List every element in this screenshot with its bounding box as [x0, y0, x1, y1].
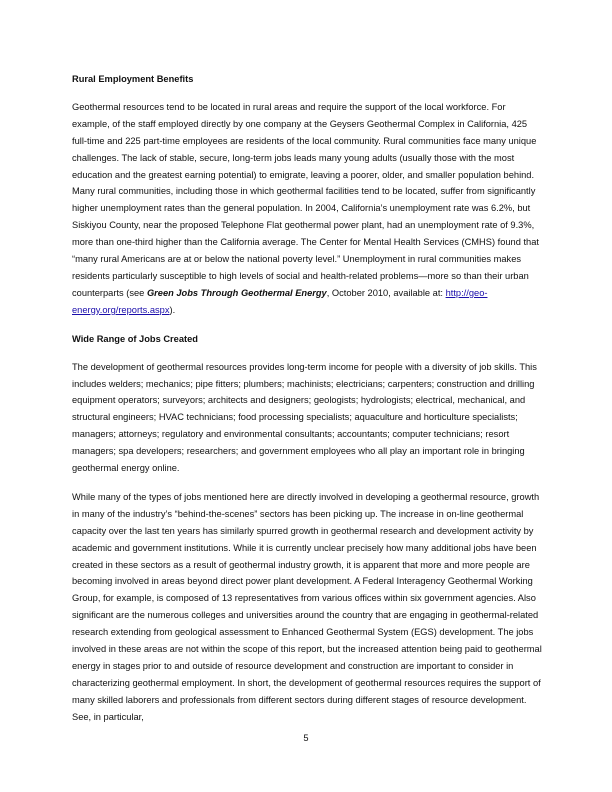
section-heading: Rural Employment Benefits — [72, 74, 194, 84]
paragraph-text: ). — [169, 304, 176, 315]
report-title-emphasis: Green Jobs Through Geothermal Energy — [146, 287, 327, 298]
paragraph-text: , October 2010, available at: — [326, 287, 446, 298]
section-wide-range-of-jobs — [72, 331, 542, 726]
document-page — [72, 71, 542, 738]
body-paragraph: The development of geothermal resources provides long-term income for people with a diversity of job skills. This includes welders; mechanics; pipe fitters; plumbers; machinists; electricians; carpenters; construction and drilling equipment operators; surveyors; architects and designers; geologists; hydrologists; electrical, mechanical, and structural engineers; HVAC technicians; food processing specialists; aquaculture and horticulture specialists; managers; attorneys; regulatory and environmental consultants; accountants; computer technicians; resort managers; spa developers; researchers; and government employees who all play an important role in bringing geothermal energy online. — [72, 361, 537, 474]
page-number: 5 — [303, 733, 309, 743]
body-paragraph — [72, 99, 542, 319]
section-rural-employment — [72, 71, 542, 319]
section-heading: Wide Range of Jobs Created — [72, 333, 198, 344]
reports-link[interactable]: http://geo-energy.org/reports.aspx — [72, 287, 488, 315]
paragraph-text: Geothermal resources tend to be located in rural areas and require the support of the local workforce. For example, of the staff employed directly by one company at the Geysers Geothermal Complex in California, 425 full-time and 225 part-time employees are residents of the local community. Rural communities face many unique challenges. The lack of stable, secure, long-term jobs leads many young adults (usually those with the most education and the greatest earning potential) to emigrate, leaving a poorer, older, and smaller population behind. Many rural communities, including those in which geothermal facilities tend to be located, suffer from significantly higher unemployment rates than the general population. In 2004, California’s unemployment rate was 6.2%, but Siskiyou County, near the proposed Telephone Flat geothermal power plant, had an unemployment rate of 9.3%, more than one-third higher than the California average. The Center for Mental Health Services (CMHS) found that “many rural Americans are at or below the national poverty level.” Unemployment in rural communities makes residents particularly susceptible to high levels of social and health-related problems—more so than their urban counterparts (see — [72, 101, 539, 298]
body-paragraph: While many of the types of jobs mentioned here are directly involved in developing a geothermal resource, growth in many of the industry’s “behind-the-scenes” sectors has been picking up. The increase in on-line geothermal capacity over the last ten years has similarly spurred growth in geothermal research and development activity by academic and government institutions. While it is currently unclear precisely how many additional jobs have been created in these sectors as a result of geothermal industry growth, it is apparent that more and more people are becoming involved in areas beyond direct power plant development. A Federal Interagency Geothermal Working Group, for example, is composed of 13 representatives from various offices within six government agencies. Also significant are the numerous colleges and universities around the country that are engaging in geothermal-related research extending from geological assessment to Enhanced Geothermal System (EGS) development. The jobs involved in these areas are not within the scope of this report, but the increased attention being paid to geothermal energy in stages prior to and outside of resource development and construction are important to consider in characterizing geothermal employment. In short, the development of geothermal resources requires the support of many skilled laborers and professionals from different sectors during different stages of resource development. See, in particular, — [72, 491, 542, 722]
